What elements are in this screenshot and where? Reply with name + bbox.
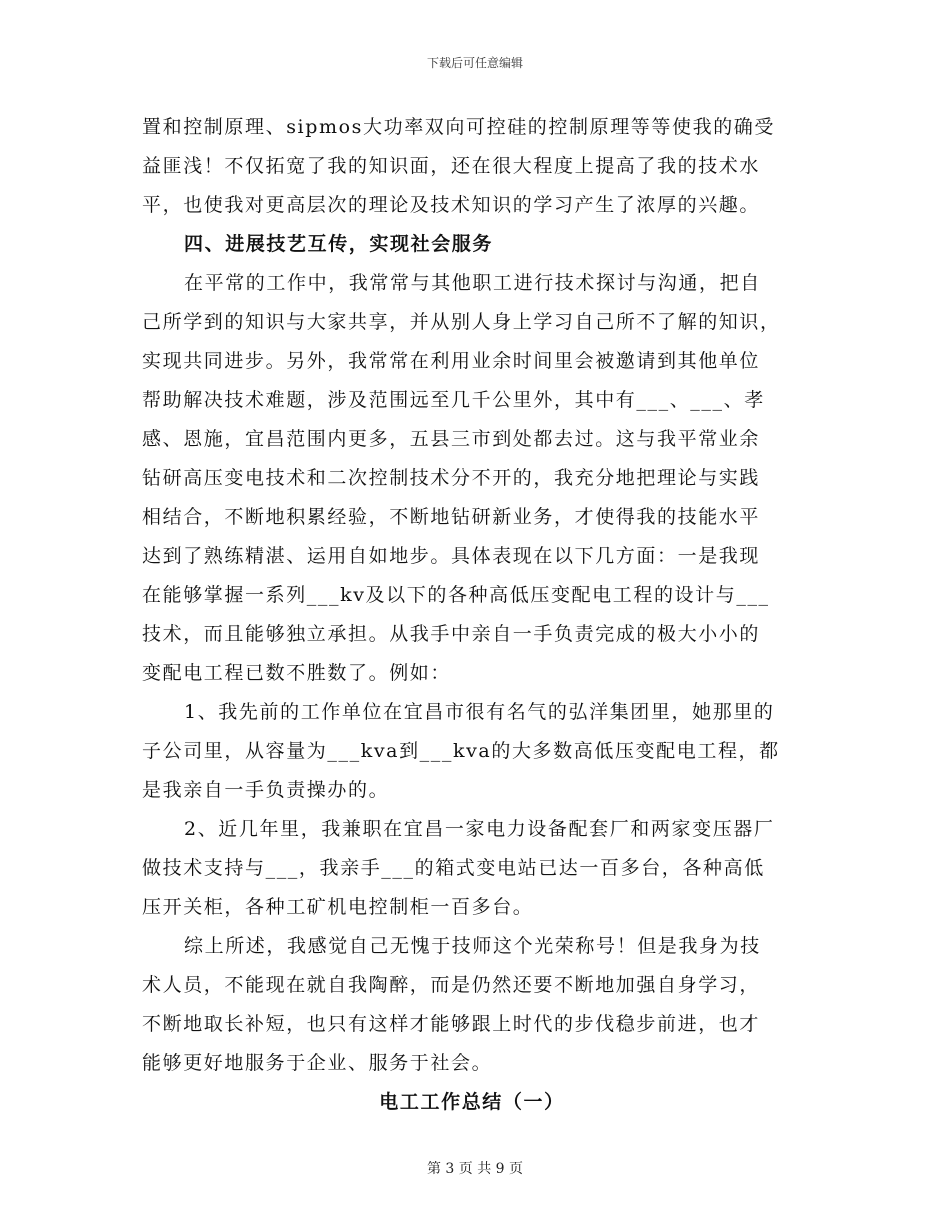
text-line: 平，也使我对更高层次的理论及技术知识的学习产生了浓厚的兴趣。	[142, 194, 761, 216]
text-line: 综上所述，我感觉自己无愧于技师这个光荣称号！但是我身为技	[184, 935, 761, 957]
section-heading: 四、进展技艺互传，实现社会服务	[184, 233, 494, 255]
document-body	[142, 108, 802, 1122]
text-line: 相结合，不断地积累经验，不断地钻研新业务，才使得我的技能水平	[142, 506, 761, 528]
text-line: 做技术支持与___，我亲手___的箱式变电站已达一百多台，各种高低	[142, 857, 765, 879]
text-line: 己所学到的知识与大家共享，并从别人身上学习自己所不了解的知识，	[142, 311, 781, 333]
text-line: 2、近几年里，我兼职在宜昌一家电力设备配套厂和两家变压器厂	[184, 818, 775, 840]
text-line: 子公司里，从容量为___kva到___kva的大多数高低压变配电工程，都	[142, 740, 780, 762]
text-line: 能够更好地服务于企业、服务于社会。	[142, 1052, 493, 1074]
text-line: 压开关柜，各种工矿机电控制柜一百多台。	[142, 896, 534, 918]
page-footer: 第 3 页 共 9 页	[426, 1161, 524, 1177]
section-title: 电工工作总结（一）	[379, 1091, 565, 1113]
text-line: 益匪浅！不仅拓宽了我的知识面，还在很大程度上提高了我的技术水	[142, 155, 761, 177]
text-line: 术人员，不能现在就自我陶醉，而是仍然还要不断地加强自身学习，	[142, 974, 761, 996]
text-line: 置和控制原理、sipmos大功率双向可控硅的控制原理等等使我的确受	[142, 116, 775, 138]
text-line: 帮助解决技术难题，涉及范围远至几千公里外，其中有___、___、孝	[142, 389, 765, 411]
text-line: 达到了熟练精湛、运用自如地步。具体表现在以下几方面：一是我现	[142, 545, 761, 567]
text-line: 实现共同进步。另外，我常常在利用业余时间里会被邀请到其他单位	[142, 350, 761, 372]
text-line: 变配电工程已数不胜数了。例如：	[142, 662, 452, 684]
page-header: 下载后可任意编辑	[426, 56, 523, 70]
text-line: 1、我先前的工作单位在宜昌市很有名气的弘洋集团里，她那里的	[184, 701, 775, 723]
text-line: 在平常的工作中，我常常与其他职工进行技术探讨与沟通，把自	[184, 272, 761, 294]
text-line: 感、恩施，宜昌范围内更多，五县三市到处都去过。这与我平常业余	[142, 428, 761, 450]
text-line: 不断地取长补短，也只有这样才能够跟上时代的步伐稳步前进，也才	[142, 1013, 761, 1035]
text-line: 是我亲自一手负责操办的。	[142, 779, 390, 801]
text-line: 技术，而且能够独立承担。从我手中亲自一手负责完成的极大小小的	[142, 623, 761, 645]
text-line: 钻研高压变电技术和二次控制技术分不开的，我充分地把理论与实践	[142, 467, 761, 489]
text-line: 在能够掌握一系列___kv及以下的各种高低压变配电工程的设计与___	[142, 584, 770, 606]
